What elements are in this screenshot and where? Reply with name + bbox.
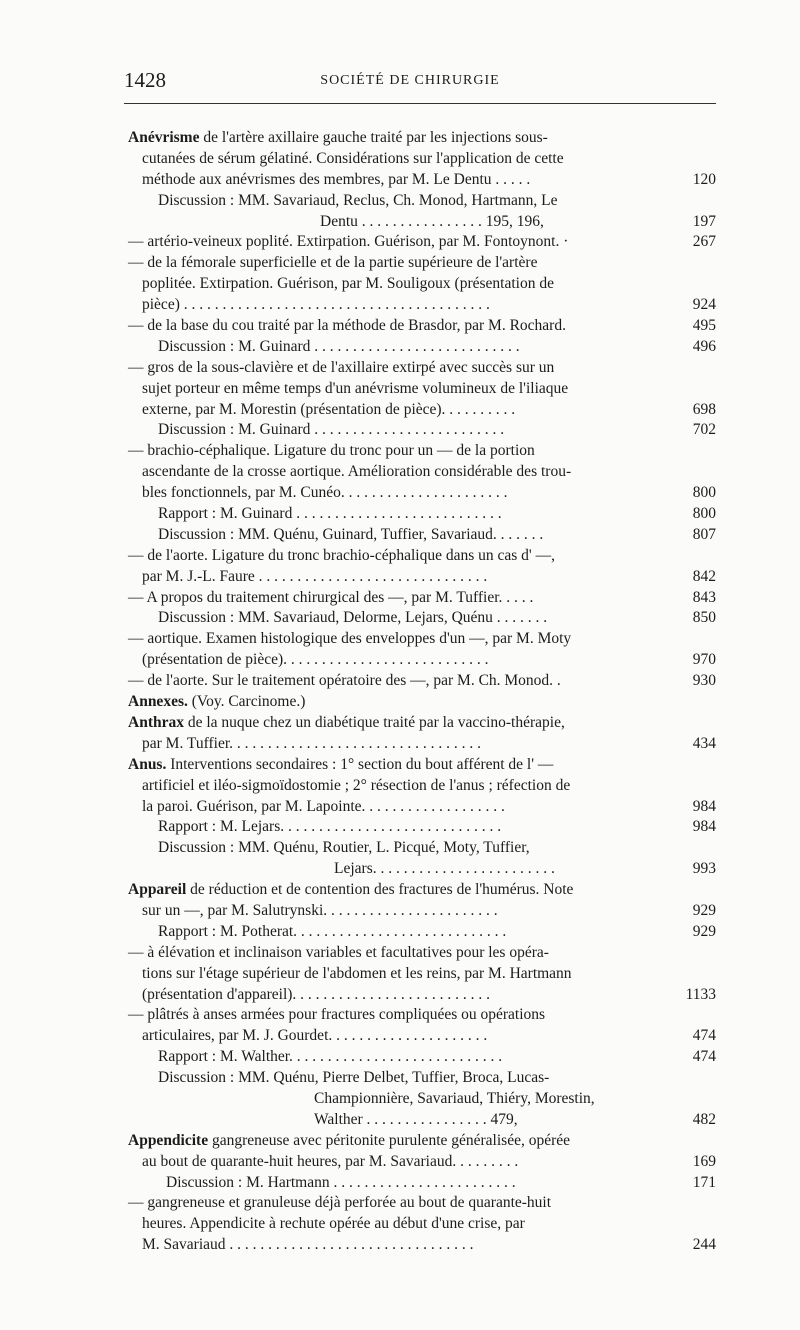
page-reference: 929	[692, 901, 716, 919]
page-reference: 197	[692, 212, 716, 230]
index-line	[128, 546, 696, 567]
index-line-text	[142, 295, 490, 316]
index-entry-text: Discussion : M. Hartmann . . . . . . . . . . . . . . . . . . . . . . . .	[166, 1173, 516, 1191]
index-entry-text: tions sur l'étage supérieur de l'abdomen et les reins, par M. Hartmann	[142, 964, 572, 982]
index-line	[128, 1173, 716, 1194]
index-entry-text: au bout de quarante-huit heures, par M. Savariaud. . . . . . . . .	[142, 1152, 519, 1170]
index-line-text	[334, 859, 555, 880]
page-reference: 842	[692, 567, 716, 585]
index-entry-text: — gros de la sous-clavière et de l'axillaire extirpé avec succès sur un	[128, 358, 555, 376]
index-entry-text: Walther . . . . . . . . . . . . . . . . 479,	[314, 1110, 518, 1128]
index-line-text	[314, 1089, 595, 1110]
index-line	[128, 901, 716, 922]
index-line-text	[128, 1131, 570, 1152]
page-reference: 702	[692, 421, 716, 439]
index-entry-text: — de l'aorte. Sur le traitement opératoire des —, par M. Ch. Monod. .	[128, 672, 561, 690]
index-line-text	[142, 1152, 518, 1173]
index-entry-text: Lejars. . . . . . . . . . . . . . . . . . . . . . . .	[334, 860, 555, 878]
page-header	[124, 68, 696, 98]
index-line	[128, 692, 696, 713]
index-entry-text: — de la base du cou traité par la méthode de Brasdor, par M. Rochard.	[128, 317, 566, 335]
index-line	[128, 943, 696, 964]
index-line	[128, 253, 696, 274]
index-entry-text: Discussion : MM. Quénu, Pierre Delbet, Tuffier, Broca, Lucas-	[158, 1069, 550, 1087]
index-entry-text: cutanées de sérum gélatiné. Considérations sur l'application de cette	[142, 149, 564, 167]
page-reference: 1133	[685, 985, 716, 1003]
index-heading: Anévrisme	[128, 129, 200, 146]
index-line	[128, 567, 716, 588]
index-line-text	[142, 1214, 525, 1235]
index-line	[128, 1005, 696, 1026]
index-line	[128, 170, 716, 191]
index-line	[128, 964, 696, 985]
index-line-text	[142, 964, 572, 985]
index-line-text	[158, 420, 504, 441]
index-line	[128, 838, 696, 859]
index-line	[128, 358, 696, 379]
index-line	[128, 337, 716, 358]
index-entry-text: Rapport : M. Lejars. . . . . . . . . . . . . . . . . . . . . . . . . . . . .	[158, 818, 502, 836]
index-line-text	[128, 629, 571, 650]
running-title: SOCIÉTÉ DE CHIRURGIE	[320, 73, 500, 88]
index-line	[128, 191, 696, 212]
page-reference: 474	[692, 1048, 716, 1066]
index-line	[128, 1068, 696, 1089]
index-line-text	[158, 817, 501, 838]
index-line	[128, 1089, 696, 1110]
index-line	[128, 922, 716, 943]
index-entry-text: Championnière, Savariaud, Thiéry, Morestin,	[314, 1089, 595, 1107]
index-heading: Anus.	[128, 755, 167, 773]
index-entry-text: — de l'aorte. Ligature du tronc brachio-céphalique dans un cas d' —,	[128, 546, 555, 564]
index-line	[128, 776, 696, 797]
index-line-text	[128, 755, 553, 776]
index-entry-text: — de la fémorale superficielle et de la partie supérieure de l'artère	[128, 254, 538, 272]
index-entry-text: Interventions secondaires : 1° section du bout afférent de l' —	[166, 755, 554, 773]
page-reference: 474	[692, 1027, 716, 1045]
index-line	[128, 880, 696, 901]
index-entry-text: par M. Tuffier. . . . . . . . . . . . . . . . . . . . . . . . . . . . . . . . .	[142, 734, 482, 752]
index-line	[128, 629, 696, 650]
index-heading: Appendicite	[128, 1131, 209, 1149]
page-reference: 482	[692, 1110, 716, 1128]
index-line-text	[142, 1026, 487, 1047]
index-entry-text: de l'artère axillaire gauche traité par les injections sous-	[199, 129, 548, 146]
index-line-text	[128, 253, 537, 274]
page-reference: 434	[692, 734, 716, 752]
index-line-text	[142, 1235, 474, 1256]
index-line-text	[314, 1110, 518, 1131]
index-line	[128, 734, 716, 755]
index-line	[128, 1131, 696, 1152]
index-line	[128, 985, 716, 1006]
index-entry-text: — à élévation et inclinaison variables et facultatives pour les opéra-	[128, 943, 549, 961]
index-entry-text: externe, par M. Morestin (présentation de pièce). . . . . . . . . .	[142, 400, 516, 418]
page-reference: 843	[692, 588, 716, 606]
index-line-text	[128, 943, 549, 964]
page-reference: 800	[692, 484, 716, 502]
index-line-text	[166, 1173, 516, 1194]
index-line-text	[128, 713, 565, 734]
page-reference: 984	[692, 818, 716, 836]
index-line	[128, 1047, 716, 1068]
index-line	[128, 274, 696, 295]
index-line	[128, 232, 716, 253]
index-line	[128, 149, 696, 170]
index-line	[128, 859, 716, 880]
index-line	[128, 483, 716, 504]
index-line	[128, 817, 716, 838]
header-rule	[124, 103, 716, 104]
index-entry-text: Discussion : MM. Quénu, Routier, L. Picqué, Moty, Tuffier,	[158, 839, 530, 857]
index-line-text	[142, 985, 490, 1006]
index-entry-text: méthode aux anévrismes des membres, par M. Le Dentu . . . . .	[142, 170, 531, 188]
index-entry-text: (Voy. Carcinome.)	[187, 693, 306, 711]
index-entry-text: Rapport : M. Walther. . . . . . . . . . . . . . . . . . . . . . . . . . . .	[158, 1048, 503, 1066]
index-line	[128, 1110, 716, 1131]
index-entry-text: Discussion : MM. Savariaud, Delorme, Lejars, Quénu . . . . . . .	[158, 609, 548, 627]
index-line-text	[128, 1005, 545, 1026]
page-reference: 698	[692, 400, 716, 418]
index-line-text	[128, 546, 555, 567]
index-line-text	[142, 650, 489, 671]
index-line-text	[128, 441, 535, 462]
page-reference: 171	[692, 1173, 716, 1191]
page-reference: 924	[692, 296, 716, 314]
index-heading: Anthrax	[128, 713, 184, 731]
index-entry-text: articulaires, par M. J. Gourdet. . . . . . . . . . . . . . . . . . . . .	[142, 1027, 488, 1045]
index-entry-text: bles fonctionnels, par M. Cunéo. . . . . . . . . . . . . . . . . . . . . .	[142, 484, 508, 502]
index-entry-text: (présentation d'appareil). . . . . . . . . . . . . . . . . . . . . . . . . .	[142, 985, 491, 1003]
page-reference: 807	[692, 525, 716, 543]
index-line-text	[158, 1068, 549, 1089]
index-line-text	[128, 1193, 551, 1214]
index-line	[128, 295, 716, 316]
index-entry-text: Discussion : MM. Savariaud, Reclus, Ch. Monod, Hartmann, Le	[158, 191, 558, 209]
index-entry-text: poplitée. Extirpation. Guérison, par M. Souligoux (présentation de	[142, 275, 554, 293]
index-line	[128, 713, 696, 734]
index-entry-text: de la nuque chez un diabétique traité par la vaccino-thérapie,	[183, 713, 565, 731]
page-reference: 267	[692, 233, 716, 251]
index-line-text	[320, 212, 544, 233]
index-line	[128, 797, 716, 818]
page-reference: 120	[692, 170, 716, 188]
page-reference: 929	[692, 922, 716, 940]
index-line-text	[158, 504, 502, 525]
index-line	[128, 400, 716, 421]
index-line-text	[128, 316, 566, 337]
index-line	[128, 1193, 696, 1214]
index-line-text	[142, 734, 481, 755]
page-reference: 930	[692, 672, 716, 690]
index-line-text	[128, 128, 548, 149]
index-line	[128, 525, 716, 546]
index-line	[128, 128, 696, 149]
index-line-text	[142, 776, 570, 797]
index-line-text	[142, 274, 554, 295]
index-entry-text: par M. J.-L. Faure . . . . . . . . . . . . . . . . . . . . . . . . . . . . . .	[142, 567, 488, 585]
index-entry-text: Rapport : M. Guinard . . . . . . . . . . . . . . . . . . . . . . . . . . .	[158, 505, 502, 523]
index-entry-text: M. Savariaud . . . . . . . . . . . . . . . . . . . . . . . . . . . . . . . .	[142, 1236, 474, 1254]
index-entry-text: ascendante de la crosse aortique. Amélioration considérable des trou-	[142, 463, 572, 481]
index-line-text	[128, 692, 305, 713]
page-reference: 169	[692, 1152, 716, 1170]
index-line-text	[142, 379, 568, 400]
index-entry-text: sur un —, par M. Salutrynski. . . . . . . . . . . . . . . . . . . . . . .	[142, 901, 498, 919]
index-line	[128, 316, 716, 337]
index-line-text	[158, 191, 558, 212]
page-reference: 495	[692, 317, 716, 335]
index-entry-text: Discussion : MM. Quénu, Guinard, Tuffier, Savariaud. . . . . . .	[158, 525, 544, 543]
index-entry-text: — brachio-céphalique. Ligature du tronc pour un — de la portion	[128, 442, 535, 460]
index-line	[128, 755, 696, 776]
index-line-text	[158, 922, 506, 943]
index-line-text	[128, 671, 561, 692]
index-entry-text: sujet porteur en même temps d'un anévrisme volumineux de l'iliaque	[142, 379, 569, 397]
index-line	[128, 650, 716, 671]
index-line	[128, 504, 716, 525]
index-line-text	[128, 358, 554, 379]
page-number: 1428	[124, 68, 166, 92]
page-reference: 993	[692, 860, 716, 878]
index-line-text	[142, 400, 515, 421]
index-entry-text: Dentu . . . . . . . . . . . . . . . . 195, 196,	[320, 212, 544, 230]
index-line	[128, 1235, 716, 1256]
index-line	[128, 1152, 716, 1173]
index-entry-text: — plâtrés à anses armées pour fractures compliquées ou opérations	[128, 1006, 546, 1024]
page-reference: 244	[692, 1236, 716, 1254]
index-entry-text: Discussion : M. Guinard . . . . . . . . . . . . . . . . . . . . . . . . .	[158, 421, 505, 439]
index-line-text	[128, 232, 568, 253]
index-entry-text: — artério-veineux poplité. Extirpation. Guérison, par M. Fontoynont. ·	[128, 233, 569, 251]
index-line-text	[142, 483, 508, 504]
index-entry-text: Discussion : M. Guinard . . . . . . . . . . . . . . . . . . . . . . . . . . .	[158, 337, 520, 355]
index-line	[128, 420, 716, 441]
index-line	[128, 379, 696, 400]
index-entry-text: la paroi. Guérison, par M. Lapointe. . . . . . . . . . . . . . . . . . .	[142, 797, 505, 815]
index-line	[128, 671, 716, 692]
index-heading: Appareil	[128, 881, 187, 899]
index-line-text	[142, 170, 530, 191]
index-entry-text: Rapport : M. Potherat. . . . . . . . . . . . . . . . . . . . . . . . . . . .	[158, 922, 507, 940]
index-line	[128, 608, 716, 629]
index-entry-text: pièce) . . . . . . . . . . . . . . . . . . . . . . . . . . . . . . . . . . . . . . . .	[142, 296, 490, 314]
index-entry-text: — aortique. Examen histologique des enveloppes d'un —, par M. Moty	[128, 630, 572, 648]
page-reference: 970	[692, 651, 716, 669]
index-entry-text: (présentation de pièce). . . . . . . . . . . . . . . . . . . . . . . . . . .	[142, 651, 489, 669]
index-line-text	[142, 797, 505, 818]
index-line-text	[142, 567, 487, 588]
index-line-text	[142, 901, 498, 922]
index-line-text	[158, 1047, 502, 1068]
index-line	[128, 1214, 696, 1235]
index-entry-text: de réduction et de contention des fractures de l'humérus. Note	[186, 881, 574, 899]
index-entry-text: artificiel et iléo-sigmoïdostomie ; 2° résection de l'anus ; réfection de	[142, 776, 571, 794]
page-reference: 496	[692, 337, 716, 355]
index-entry-text: — A propos du traitement chirurgical des —, par M. Tuffier. . . . .	[128, 588, 534, 606]
index-line	[128, 212, 716, 233]
index-entry-text: gangreneuse avec péritonite purulente généralisée, opérée	[208, 1131, 571, 1149]
index-entry-text: heures. Appendicite à rechute opérée au début d'une crise, par	[142, 1215, 525, 1233]
index-line	[128, 1026, 716, 1047]
index-line-text	[158, 608, 547, 629]
index-line-text	[142, 462, 571, 483]
page-reference: 984	[692, 797, 716, 815]
index-entry-text: — gangreneuse et granuleuse déjà perforée au bout de quarante-huit	[128, 1194, 552, 1212]
index-line-text	[128, 588, 533, 609]
index-heading: Annexes.	[128, 693, 188, 711]
index-line-text	[142, 149, 564, 170]
index-line-text	[158, 337, 520, 358]
index-line	[128, 588, 716, 609]
index-line-text	[158, 838, 530, 859]
index-line	[128, 462, 696, 483]
page-reference: 800	[692, 505, 716, 523]
index-line-text	[128, 880, 573, 901]
page-reference: 850	[692, 609, 716, 627]
index-line	[128, 441, 696, 462]
index-entries	[128, 128, 716, 1256]
index-line-text	[158, 525, 543, 546]
